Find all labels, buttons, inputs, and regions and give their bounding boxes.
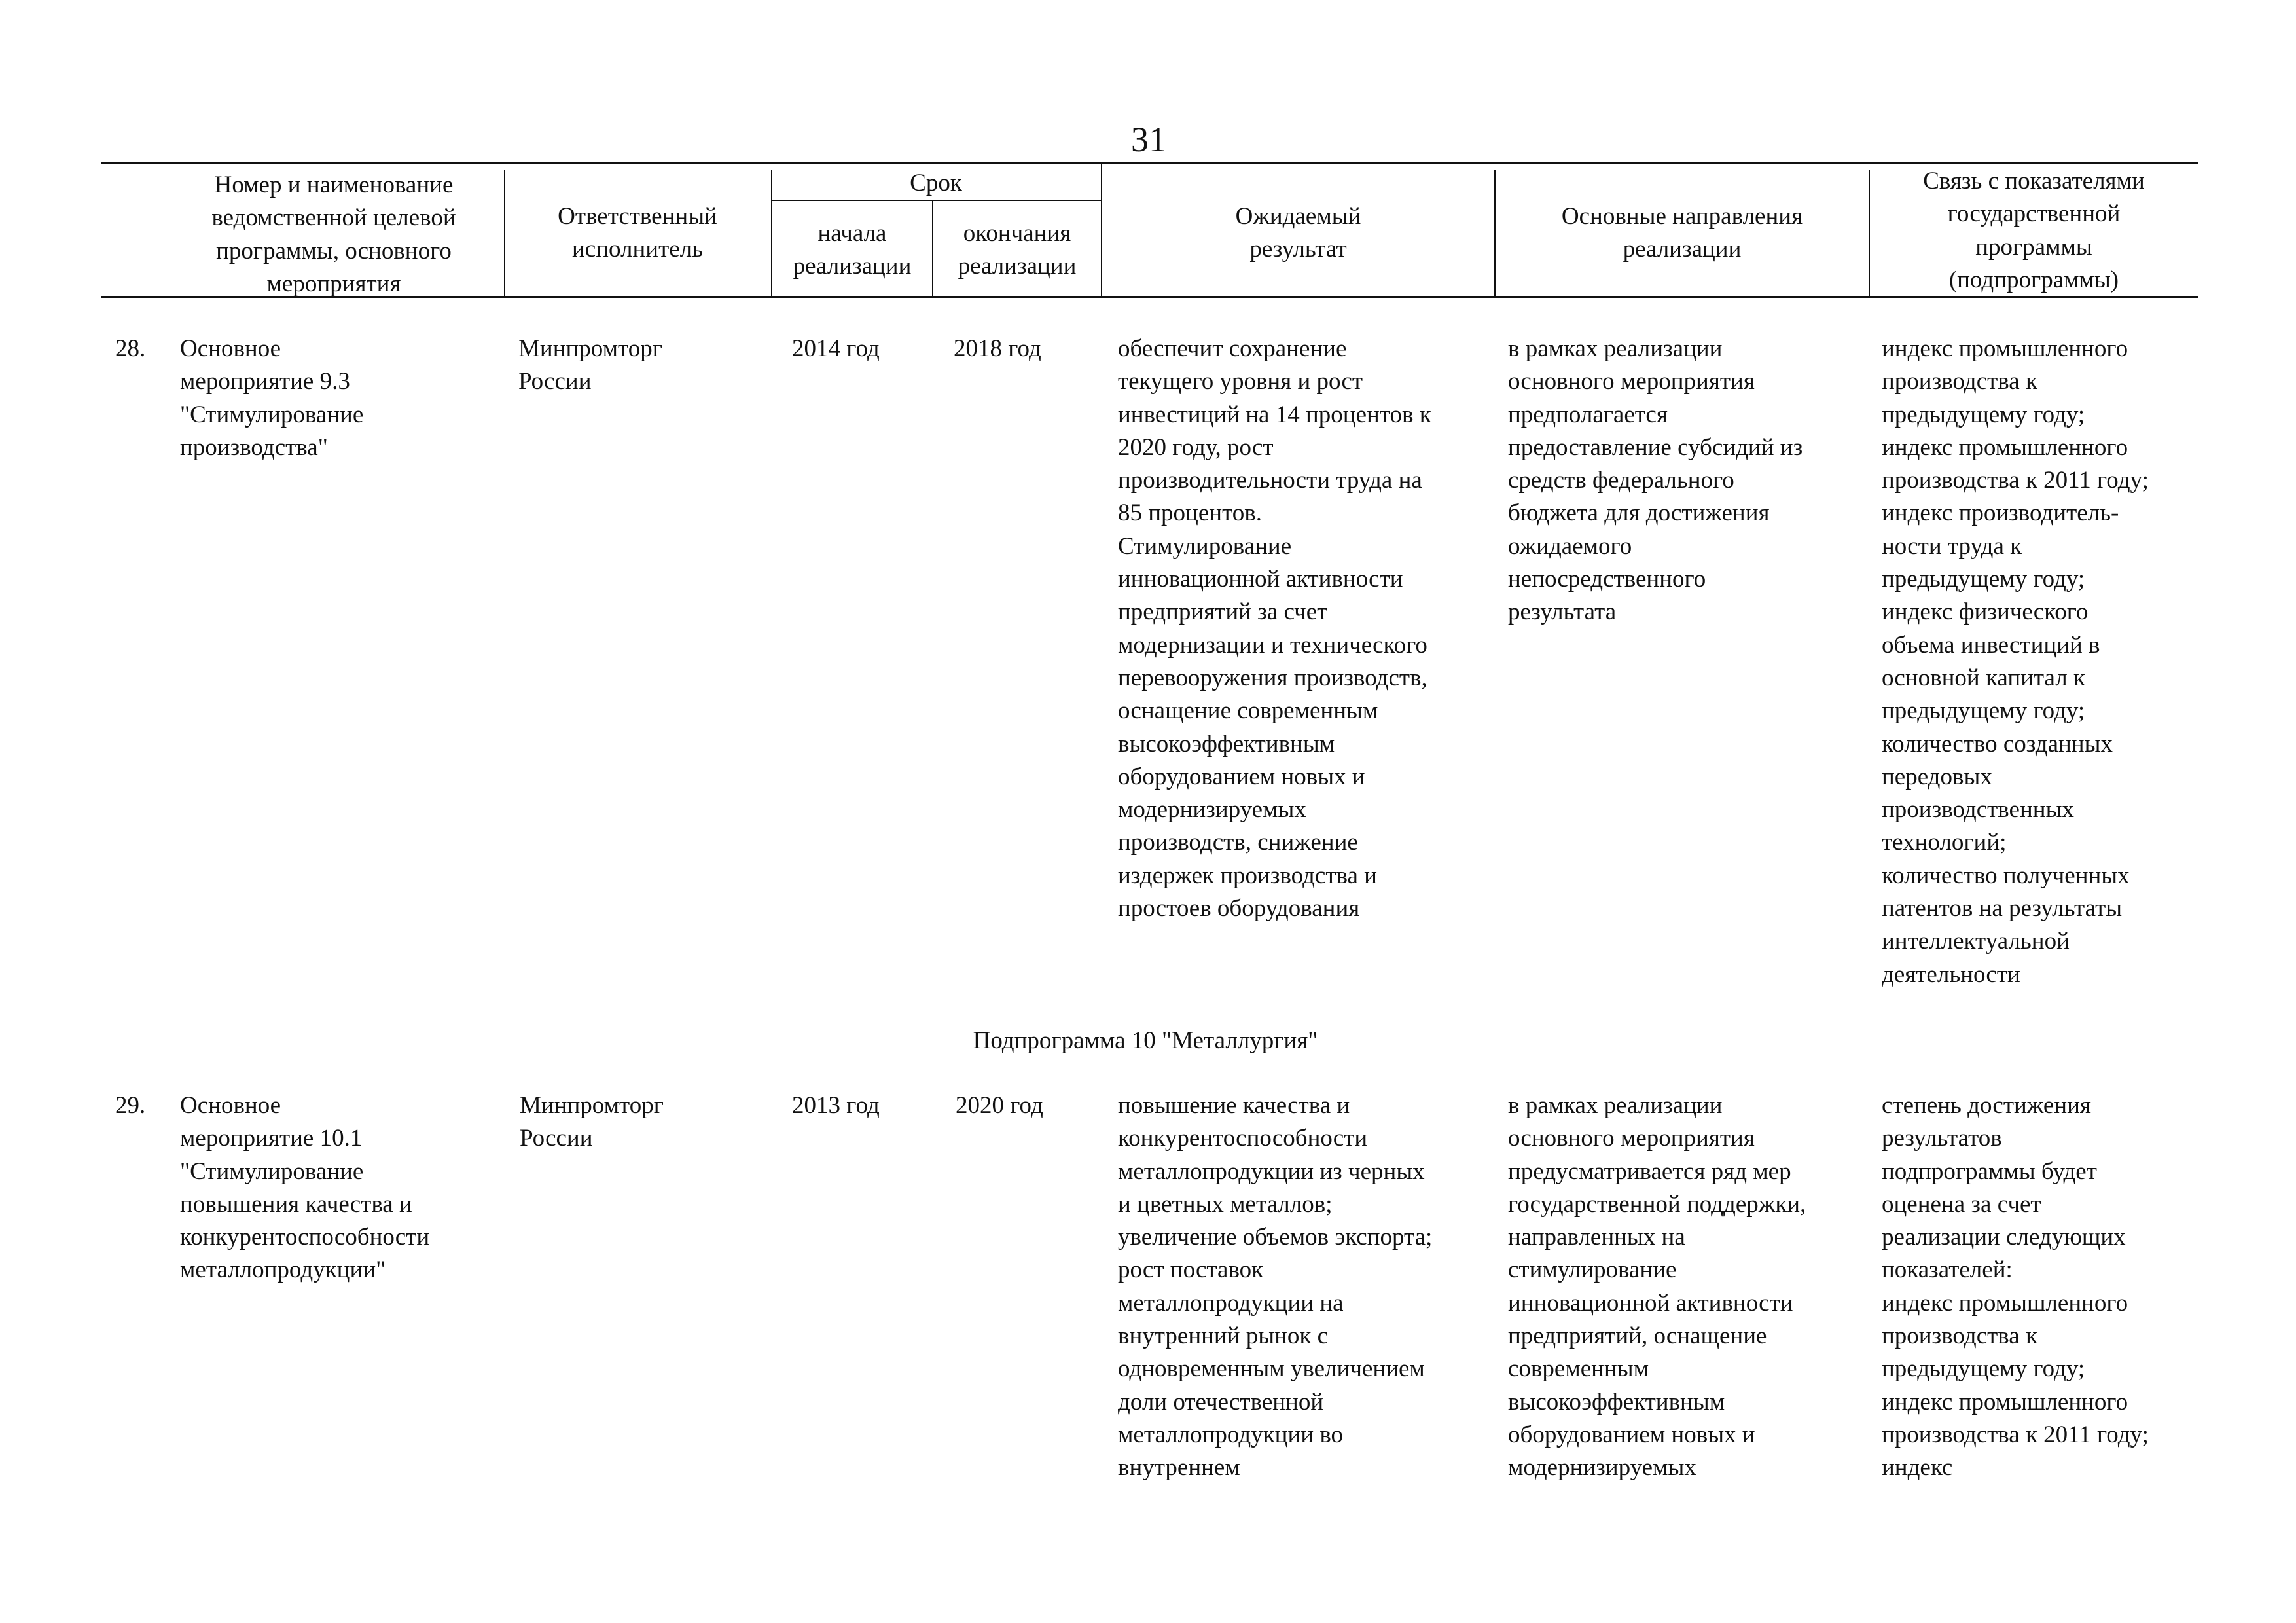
row-29-start: 2013 год [792, 1092, 880, 1119]
subprogram-title: Подпрограмма 10 "Металлургия" [973, 1027, 1318, 1054]
row-28-result: обеспечит сохранение текущего уровня и рост инвестиций на 14 процентов к 2020 году, рост производительности труда на 85 процентов. Стимулирование инновационной активности предприятий за счет модернизации и технического перевооружения производств, оснащение современным высокоэффективным оборудованием новых и модернизируемых производств, снижение издержек производства и простоев оборудования [1118, 335, 1431, 922]
header-link: Связь с показателями государственной программы (подпрограммы) [1923, 168, 2145, 293]
row-28-directions: в рамках реализации основного мероприятия предполагается предоставление субсидий из средств федерального бюджета для достижения ожидаемого непосредственного результата [1508, 335, 1803, 626]
header-end: окончания реализации [958, 220, 1077, 280]
header-executor: Ответственный исполнитель [558, 203, 717, 263]
table-top-rule [101, 162, 2198, 164]
row-29-result: повышение качества и конкурентоспособности металлопродукции из черных и цветных металлов; увеличение объемов экспорта; рост поставок металлопродукции на внутренний рынок с одновременным увеличением доли отечественной металлопродукции во внутреннем [1118, 1092, 1433, 1482]
header-start: начала реализации [793, 220, 912, 280]
header-term: Срок [910, 170, 962, 196]
row-29-link: степень достижения результатов подпрограммы будет оценена за счет реализации следующих показателей: индекс промышленного производства к предыдущему году; индекс промышленного производства к 2011 году; индекс [1882, 1092, 2149, 1482]
row-28-executor: Минпромторг России [518, 335, 662, 395]
row-28-number: 28. [115, 335, 146, 362]
row-29-number: 29. [115, 1092, 146, 1119]
row-28-name: Основное мероприятие 9.3 "Стимулирование производства" [180, 335, 364, 461]
row-28-link: индекс промышленного производства к предыдущему году; индекс промышленного производства к 2011 году; индекс производитель- ности труда к предыдущему году; индекс физического объема инвестиций в основной капитал к предыдущему году; количество созданных передовых производственных технологий; количество полученных патентов на результаты интеллектуальной деятельности [1882, 335, 2149, 988]
row-29-directions: в рамках реализации основного мероприятия предусматривается ряд мер государственной поддержки, направленных на стимулирование инновационной активности предприятий, оснащение современным высокоэффективным оборудованием новых и модернизируемых [1508, 1092, 1806, 1482]
page-number: 31 [1131, 120, 1166, 159]
header-name: Номер и наименование ведомственной целевой программы, основного мероприятия [211, 172, 456, 297]
row-28-start: 2014 год [792, 335, 880, 362]
row-29-end: 2020 год [956, 1092, 1043, 1119]
row-29-name: Основное мероприятие 10.1 "Стимулирование повышения качества и конкурентоспособности металлопродукции" [180, 1092, 430, 1284]
row-29-executor: Минпромторг России [520, 1092, 664, 1152]
term-subheader-rule [771, 200, 1101, 201]
header-directions: Основные направления реализации [1561, 203, 1803, 263]
header-result: Ожидаемый результат [1235, 203, 1361, 263]
row-28-end: 2018 год [954, 335, 1041, 362]
